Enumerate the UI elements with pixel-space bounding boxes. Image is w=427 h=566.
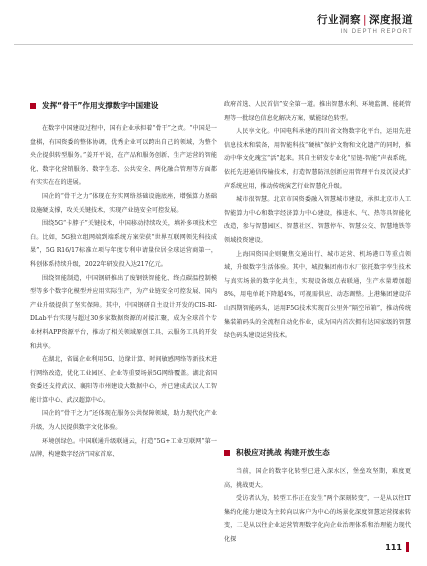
paragraph: 城市很智慧。北京市国资委融入智慧城市建设，承担北京市人工智能算力中心和数字经济算力中心建设，推进水、气、热等具智能化改造，参与智慧园区、智慧社区、智慧停车、智慧公交、智慧地铁等领域投资建设。 <box>224 196 411 244</box>
paragraph: 在湖北，省属企业利用5G、边缘计算、时间敏感网络等新技术进行网络改造，优化工业园区、企业等重要场景5G网络覆盖。湖北省国资委还支持武汉、襄阳等市州建设大数据中心，并已建成武汉人工智能计算中心、武汉超算中心。 <box>30 356 217 404</box>
section-marker-icon <box>224 450 230 456</box>
header-divider <box>14 44 413 45</box>
paragraph: 国企的“骨干之力”还体现在服务公共保障领域，助力现代化产业升级，为人民提供数字文化体验。 <box>30 410 217 432</box>
page-number-text: 111 <box>385 542 402 552</box>
paragraph: 上海国资国企则聚焦交通出行、城市运营、机场港口等重点领域，升级数字生活体验。其中，城投集团南市水厂依托数字孪生技术与真实场景的数字化共生，实现设备级点表联通，生产水量增加超8%，用电单耗下降超4%，可视需供应、动态调整。上港集团建设洋山四期智能码头，运用F5G技术实现百公里外“隔空吊箱”，推动传统集装箱码头的全流程自动化作业，成为国内首次拥有达国家级的智慧绿色码头建设运营技术。 <box>224 250 411 340</box>
header-section-right: 深度报道 <box>369 14 413 26</box>
right-column <box>224 98 411 343</box>
header-separator: | <box>362 14 367 26</box>
paragraph: 人民享文化。中国电科承建的四川省文物数字化平台，运用先进信息技术和装备，用智能科技“硬核”保护文物和文化遗产的同时，推动中华文化瑰宝“活”起来。其自主研发专业化“星链-智能”声表系统，依托先进通信传输技术，打造智慧防汛创新应用管理平台及沉浸式扩声系统应用，推动传统演艺行业智慧化升级。 <box>224 128 411 190</box>
paragraph: 政府首选、人民首信”安全第一道。推出智慧水利、环境监测、能耗管理等一批绿色信息化解决方案，赋能绿色转型。 <box>224 101 411 122</box>
section-title: 发挥“骨干”作用支撑数字中国建设 <box>42 101 159 110</box>
section-heading-2 <box>224 447 330 458</box>
right-column-section-2 <box>224 465 411 547</box>
header-title <box>273 12 413 27</box>
paragraph: 受访者认为，转型工作正在发生“两个深刻转变”，一是从以往IT集约化能力建设为主转向以客户为中心的场景化深度智慧运营探索转变，二是从以往企业运营管理数字化向企业治理体系和治理能力现代化探 <box>224 495 411 543</box>
paragraph: 围绕智能制造，中国钢研推出了废钢铁智能化、终点碳温控制模型等多个数字化模型并应用实际生产，为产业链安全可控发展、国内产业升级提供了坚实保障。其中，中国钢研自主设计开发的CIS-RI-DLab平台实现与超过30多家数据资源的对接汇聚，成为全球首个专业材料APP资源平台，推动了相关领域原创工具、云服务工具的开发和共享。 <box>30 274 217 350</box>
section-title: 积极应对挑战 构建开放生态 <box>236 448 330 457</box>
section-marker-icon <box>30 103 36 109</box>
page-number-marker-icon <box>406 542 409 552</box>
left-column <box>30 122 217 462</box>
paragraph: 环境创绿色。中国联通升级联通云，打造“5G+工业互联网”第一品牌，构建数字经济“国家首席、 <box>30 437 217 459</box>
section-heading-1 <box>30 100 158 111</box>
page-number <box>385 542 409 552</box>
paragraph: 围绕5G“卡脖子”关键技术，中国移动持续攻关，填补多项技术空白。比如，5G独立组网端到端系统方案荣获“世界互联网领先科技成果”，5G R16/17标准立项与年度专利申请量位居全球运营商第一，科创体系持续升级，2022年研发投入达217亿元。 <box>30 220 217 268</box>
paragraph: 在数字中国建设过程中，国有企业承担着“骨干”之责。“中国是一盘棋，有国资委的整体协调，优秀企业可以跨出自己的领域，为整个央企提供转型服务。”姜开平说，在产品和服务创新、生产运营的智能化、数字化营销服务、数字生态、公共安全、两化融合管理等方面都有实实在在的进展。 <box>30 125 217 187</box>
page-header <box>273 12 413 35</box>
paragraph: 当前，国企的数字化转型已进入深水区，堡垒攻坚期，难度更高，挑战更大。 <box>224 468 411 489</box>
header-section-left: 行业洞察 <box>316 14 361 26</box>
header-subtitle: IN DEPTH REPORT <box>340 29 413 35</box>
paragraph: 国企的“骨干之力”体现在夯实网络基础设施底座，增强算力基础设施硬支撑，攻关关键技术，实现产业链安全可控发展。 <box>30 192 217 214</box>
